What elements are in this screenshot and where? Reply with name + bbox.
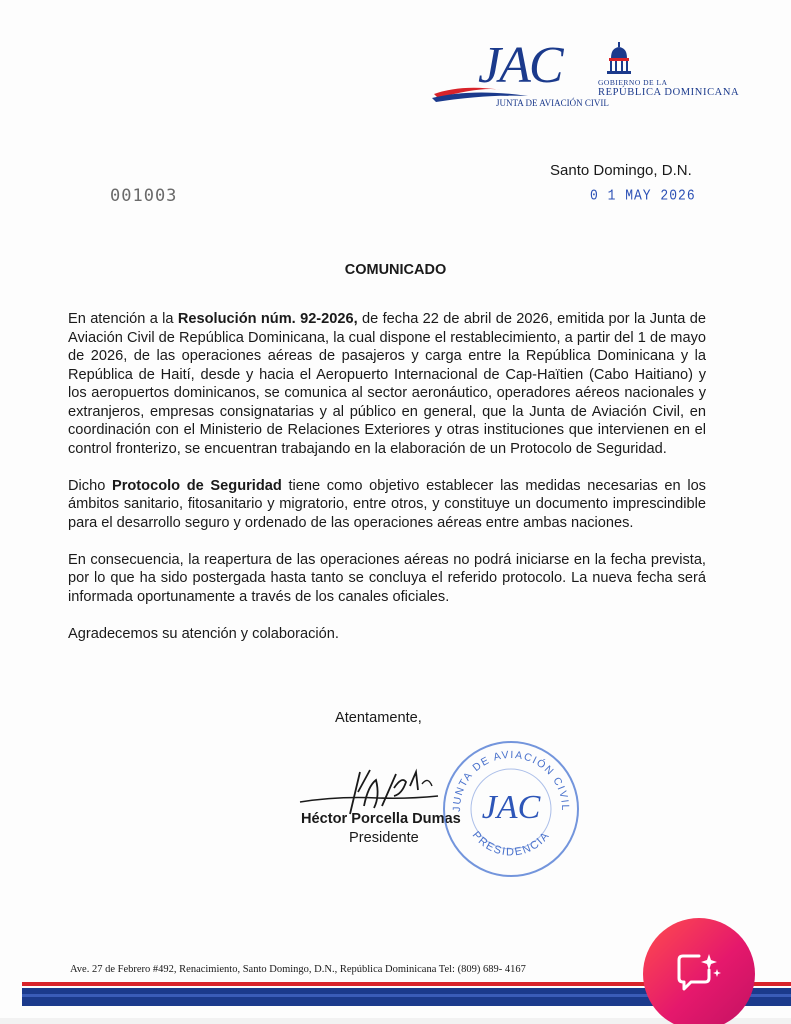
paragraph-1-intro: En atención a la bbox=[68, 311, 178, 327]
paragraph-1-text: de fecha 22 de abril de 2026, emitida por la Junta de Aviación Civil de República Dominicana, la cual dispone el restablecimiento, a partir del 1 de mayo de 2026, de las operaciones aéreas de pasajeros y carga entre la República Dominicana y la República de Haití, desde y hacia el Aeropuerto Internacional de Cap-Haïtien (Cabo Haitiano) y los aeropuertos dominicanos, se comunica al sector aeronáutico, operadores aéreos nacionales y extranjeros, empresas consignatarias y al público en general, que la Junta de Aviación Civil, en coordinación con el Ministerio de Relaciones Exteriores y otras instituciones que intervienen en el control fronterizo, se encuentran trabajando en la elaboración de un Protocolo de Seguridad. bbox=[68, 311, 706, 457]
document-title: COMUNICADO bbox=[344, 262, 447, 278]
footer-address: Ave. 27 de Febrero #492, Renacimiento, Santo Domingo, D.N., República Dominicana Tel: (809) 689- 4167 bbox=[70, 964, 526, 975]
paragraph-2-text: tiene como objetivo establecer las medidas necesarias en los ámbitos sanitario, fitosanitario y migratorio, entre otros, y constituye un documento imprescindible para el desarrollo seguro y ordenado de las operaciones aéreas entre ambas naciones. bbox=[68, 477, 706, 531]
date-stamp: 0 1 MAY 2026 bbox=[590, 187, 696, 204]
jac-logo-subtitle: JUNTA DE AVIACIÓN CIVIL bbox=[496, 98, 609, 108]
signer-name: Héctor Porcella Dumas bbox=[301, 811, 461, 827]
protocol-name: Protocolo de Seguridad bbox=[111, 477, 282, 494]
gov-logo-line1: GOBIERNO DE LA bbox=[598, 78, 668, 87]
chat-button[interactable] bbox=[643, 918, 755, 1024]
paragraph-4: Agradecemos su atención y colaboración. bbox=[68, 625, 339, 642]
resolution-reference: Resolución núm. 92-2026, bbox=[177, 311, 358, 327]
official-seal bbox=[440, 738, 582, 880]
paragraph-2-intro: Dicho bbox=[68, 477, 112, 494]
closing-salutation: Atentamente, bbox=[335, 710, 422, 726]
svg-text:PRESIDENCIA bbox=[470, 829, 553, 858]
serial-number-stamp: 001003 bbox=[110, 186, 178, 206]
signer-role: Presidente bbox=[349, 830, 419, 846]
document-body bbox=[68, 310, 706, 662]
seal-bottom-text: PRESIDENCIA bbox=[469, 829, 553, 859]
jac-logo-letters: JAC bbox=[478, 37, 562, 94]
paragraph-1 bbox=[68, 310, 706, 458]
government-logo bbox=[598, 42, 738, 102]
place-line: Santo Domingo, D.N. bbox=[550, 162, 692, 179]
seal-center-text: JAC bbox=[481, 789, 541, 826]
chat-sparkle-icon bbox=[675, 952, 721, 996]
seal-top-text: JUNTA DE AVIACIÓN CIVIL bbox=[450, 748, 572, 812]
paragraph-2 bbox=[68, 477, 706, 533]
paragraph-3: En consecuencia, la reapertura de las operaciones aéreas no podrá iniciarse en la fecha prevista, por lo que ha sido postergada hasta tanto se concluya el referido protocolo. La nueva fecha será informada oportunamente a través de los canales oficiales. bbox=[68, 551, 706, 605]
jac-logo bbox=[432, 36, 609, 116]
gov-logo-line2: REPÚBLICA DOMINICANA bbox=[598, 87, 740, 98]
capitol-dome-icon bbox=[606, 42, 632, 76]
